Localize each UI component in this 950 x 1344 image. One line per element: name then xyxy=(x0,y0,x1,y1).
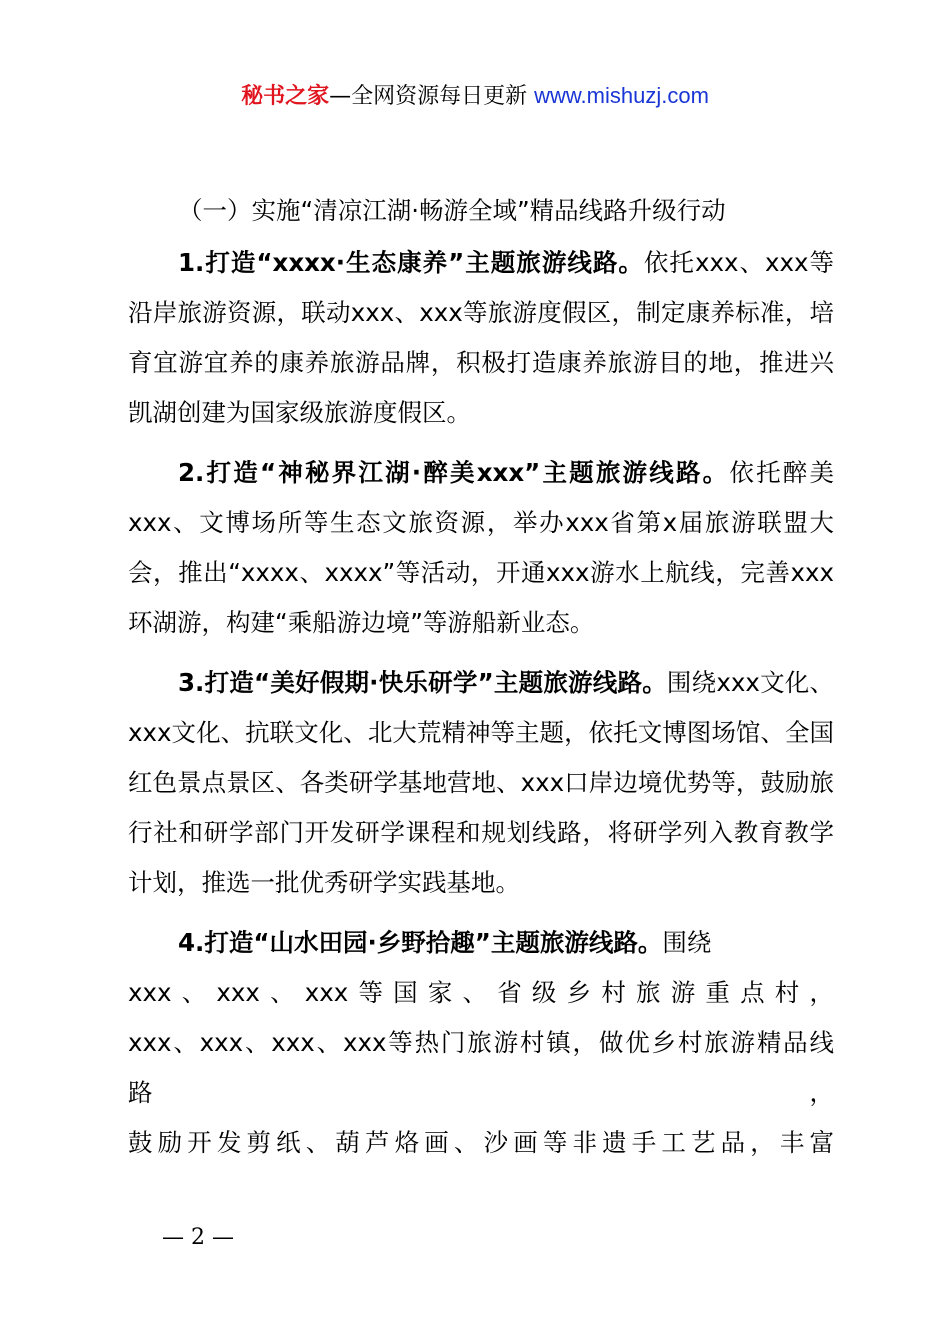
paragraph-2-body: 依托醉美xxx、文博场所等生态文旅资源，举办xxx省第x届旅游联盟大会，推出“xxxx、xxxx”等活动，开通xxx游水上航线，完善xxx环湖游，构建“乘船游边境”等游船新业态。 xyxy=(128,458,835,637)
paragraph-4-heading: 4.打造“山水田园·乡野拾趣”主题旅游线路。 xyxy=(178,928,663,957)
page-header xyxy=(0,80,950,113)
paragraph-4-line-4: 鼓励开发剪纸、葫芦烙画、沙画等非遗手工艺品，丰富 xyxy=(128,1128,834,1157)
paragraph-1-body: 依托xxx、xxx等沿岸旅游资源，联动xxx、xxx等旅游度假区，制定康养标准，培育宜游宜养的康养旅游品牌，积极打造康养旅游目的地，推进兴凯湖创建为国家级旅游度假区。 xyxy=(128,248,835,427)
paragraph-1 xyxy=(128,238,834,438)
header-slogan: —全网资源每日更新 xyxy=(329,84,535,109)
section-title: （一）实施“清凉江湖·畅游全域”精品线路升级行动 xyxy=(178,196,726,225)
page-number: — 2 — xyxy=(162,1225,234,1250)
paragraph-4-line-2: xxx、xxx、xxx等国家、省级乡村旅游重点村， xyxy=(128,978,834,1007)
website-link[interactable]: www.mishuzj.com xyxy=(534,83,709,108)
paragraph-4-line-3: xxx、xxx、xxx、xxx等热门旅游村镇，做优乡村旅游精品线路， xyxy=(128,1028,834,1107)
paragraph-3-body: 围绕xxx文化、xxx文化、抗联文化、北大荒精神等主题，依托文博图场馆、全国红色景点景区、各类研学基地营地、xxx口岸边境优势等，鼓励旅行社和研学部门开发研学课程和规划线路，将研学列入教育教学计划，推选一批优秀研学实践基地。 xyxy=(128,668,835,897)
document-body xyxy=(128,186,834,1168)
paragraph-2 xyxy=(128,448,834,648)
paragraph-4 xyxy=(128,918,834,1168)
paragraph-4-line-1 xyxy=(128,918,834,968)
paragraph-2-heading: 2.打造“神秘界江湖·醉美xxx”主题旅游线路。 xyxy=(178,458,730,487)
paragraph-3-heading: 3.打造“美好假期·快乐研学”主题旅游线路。 xyxy=(178,668,667,697)
brand-name: 秘书之家 xyxy=(241,84,330,109)
paragraph-3 xyxy=(128,658,834,908)
paragraph-1-heading: 1.打造“xxxx·生态康养”主题旅游线路。 xyxy=(178,248,644,277)
paragraph-4-line-1-text: 围绕 xyxy=(662,928,712,957)
